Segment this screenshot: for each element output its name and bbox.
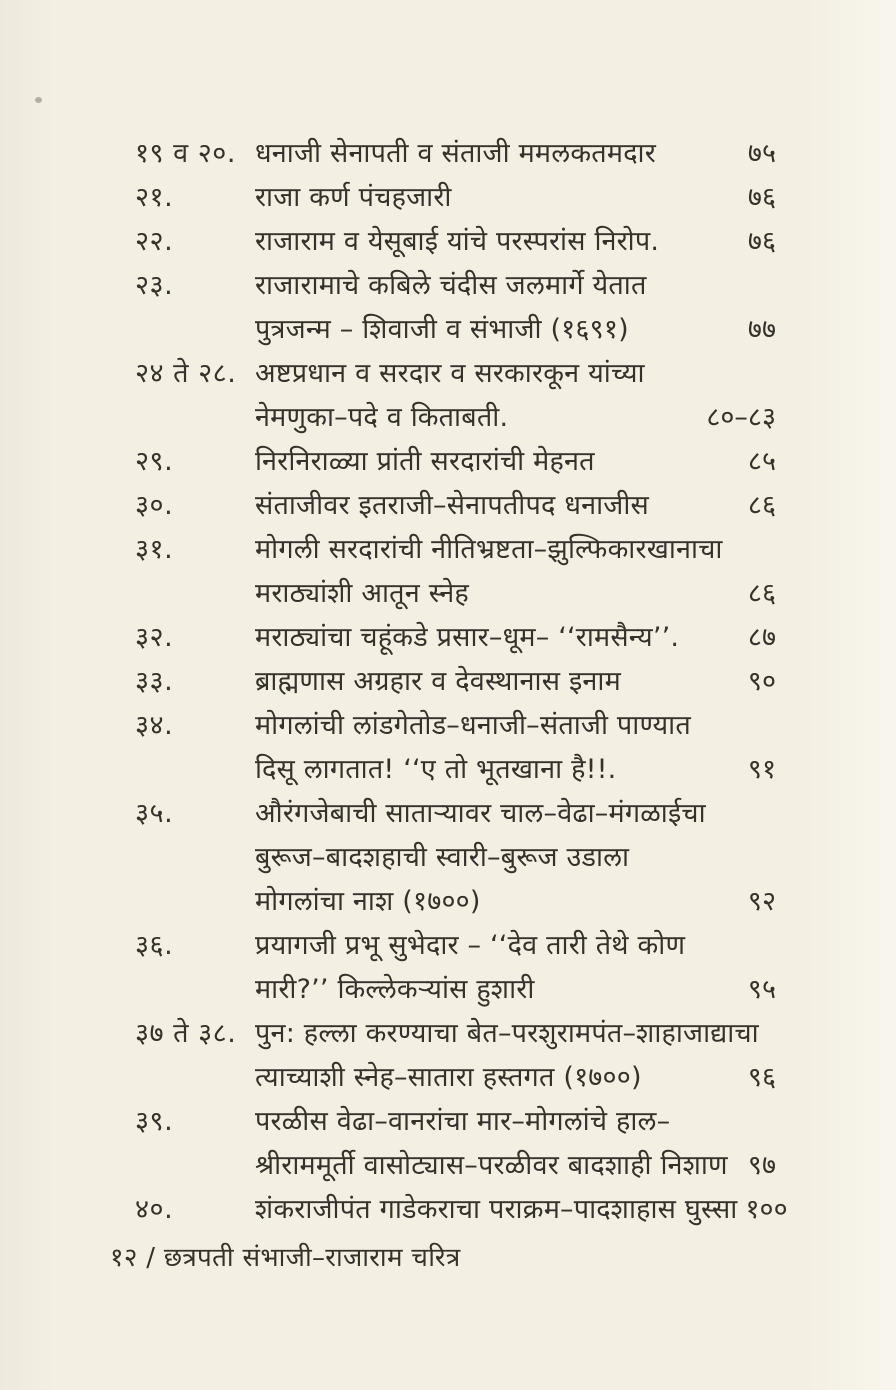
table-of-contents: [135, 132, 788, 1232]
toc-entry-number: ३०.: [135, 490, 174, 521]
toc-entry-title: मोगलांची लांडगेतोड–धनाजी–संताजी पाण्यात: [255, 710, 691, 741]
toc-line: [135, 264, 776, 308]
toc-entry-title: औरंगजेबाची साताऱ्यावर चाल–वेढा–मंगळाईचा: [255, 798, 706, 829]
toc-page-number: ८०–८३: [706, 402, 776, 433]
toc-entry-title: राजारामाचे कबिले चंदीस जलमार्गे येतात: [255, 270, 647, 301]
toc-line: [135, 176, 776, 220]
toc-entry-title: मोगली सरदारांची नीतिभ्रष्टता–झुल्फिकारखानाचा: [255, 534, 723, 565]
toc-entry-title: मोगलांचा नाश (१७००): [255, 886, 481, 917]
toc-line: [135, 572, 776, 616]
toc-entry-title: धनाजी सेनापती व संताजी ममलकतमदार: [255, 138, 656, 169]
toc-line: [135, 704, 776, 748]
toc-line: [135, 528, 776, 572]
toc-page-number: १००: [745, 1194, 788, 1225]
toc-line: [135, 440, 776, 484]
toc-entry-title: मराठ्यांचा चहूंकडे प्रसार–धूम– ‘‘रामसैन्य’’.: [255, 622, 680, 653]
scan-speck-artifact: [35, 97, 42, 103]
toc-entry-title: श्रीराममूर्ती वासोट्यास–परळीवर बादशाही निशाण: [255, 1150, 728, 1181]
toc-entry-title: पुत्रजन्म – शिवाजी व संभाजी (१६९१): [255, 314, 629, 345]
toc-page-number: ७६: [747, 226, 776, 257]
toc-line: [135, 220, 776, 264]
toc-entry-number: ४०.: [135, 1194, 174, 1225]
toc-entry-number: ३६.: [135, 930, 174, 961]
toc-entry-title: नेमणुका–पदे व किताबती.: [255, 402, 509, 433]
toc-page-number: ९१: [747, 754, 776, 785]
toc-line: [135, 352, 776, 396]
toc-entry-title: अष्टप्रधान व सरदार व सरकारकून यांच्या: [255, 358, 645, 389]
toc-entry-number: २१.: [135, 182, 174, 213]
toc-page-number: ८६: [747, 578, 776, 609]
toc-line: [135, 132, 776, 176]
toc-entry-number: १९ व २०.: [135, 138, 236, 169]
toc-entry-number: २९.: [135, 446, 174, 477]
toc-entry-title: दिसू लागतात! ‘‘ए तो भूतखाना है!!.: [255, 754, 617, 785]
toc-page-number: ९७: [747, 1150, 776, 1181]
toc-line: [135, 1100, 776, 1144]
toc-entry-number: ३९.: [135, 1106, 174, 1137]
toc-entry-title: ब्राह्मणास अग्रहार व देवस्थानास इनाम: [255, 666, 621, 697]
toc-entry-title: पुन: हल्ला करण्याचा बेत–परशुरामपंत–शाहाजाद्याचा: [255, 1018, 759, 1049]
page-footer: १२ / छत्रपती संभाजी–राजाराम चरित्र: [110, 1243, 461, 1273]
toc-entry-title: निरनिराळ्या प्रांती सरदारांची मेहनत: [255, 446, 595, 477]
toc-entry-title: मराठ्यांशी आतून स्नेह: [255, 578, 469, 609]
toc-entry-number: २२.: [135, 226, 174, 257]
toc-entry-number: ३२.: [135, 622, 174, 653]
toc-entry-title: बुरूज–बादशहाची स्वारी–बुरूज उडाला: [255, 842, 630, 873]
toc-line: [135, 1188, 788, 1232]
toc-entry-title: त्याच्याशी स्नेह–सातारा हस्तगत (१७००): [255, 1062, 642, 1093]
toc-page-number: ७६: [747, 182, 776, 213]
toc-line: [135, 1056, 776, 1100]
toc-line: [135, 792, 776, 836]
toc-entry-title: राजाराम व येसूबाई यांचे परस्परांस निरोप.: [255, 226, 660, 257]
toc-line: [135, 1012, 776, 1056]
toc-page-number: ८७: [747, 622, 776, 653]
toc-line: [135, 616, 776, 660]
toc-line: [135, 836, 776, 880]
toc-entry-title: संताजीवर इतराजी–सेनापतीपद धनाजीस: [255, 490, 649, 521]
toc-line: [135, 748, 776, 792]
toc-page-number: ८६: [747, 490, 776, 521]
toc-entry-number: ३३.: [135, 666, 174, 697]
toc-entry-number: २३.: [135, 270, 174, 301]
toc-entry-number: २४ ते २८.: [135, 358, 237, 389]
toc-entry-number: ३४.: [135, 710, 174, 741]
toc-line: [135, 968, 776, 1012]
toc-entry-number: ३७ ते ३८.: [135, 1018, 237, 1049]
toc-line: [135, 1144, 776, 1188]
toc-entry-title: मारी?’’ किल्लेकऱ्यांस हुशारी: [255, 974, 535, 1005]
toc-line: [135, 880, 776, 924]
toc-entry-title: राजा कर्ण पंचहजारी: [255, 182, 452, 213]
toc-page-number: ८५: [747, 446, 776, 477]
toc-entry-title: प्रयागजी प्रभू सुभेदार – ‘‘देव तारी तेथे कोण: [255, 930, 686, 961]
toc-entry-title: शंकराजीपंत गाडेकराचा पराक्रम–पादशाहास घुस्सा: [255, 1194, 738, 1225]
toc-line: [135, 308, 776, 352]
toc-line: [135, 484, 776, 528]
toc-page-number: ९२: [747, 886, 776, 917]
toc-page-number: ९६: [747, 1062, 776, 1093]
toc-line: [135, 924, 776, 968]
toc-page-number: ९०: [747, 666, 776, 697]
toc-line: [135, 660, 776, 704]
toc-line: [135, 396, 776, 440]
toc-entry-title: परळीस वेढा–वानरांचा मार–मोगलांचे हाल–: [255, 1106, 671, 1137]
toc-entry-number: ३५.: [135, 798, 174, 829]
toc-page-number: ९५: [747, 974, 776, 1005]
toc-entry-number: ३१.: [135, 534, 174, 565]
toc-page-number: ७५: [747, 138, 776, 169]
toc-page-number: ७७: [747, 314, 776, 345]
